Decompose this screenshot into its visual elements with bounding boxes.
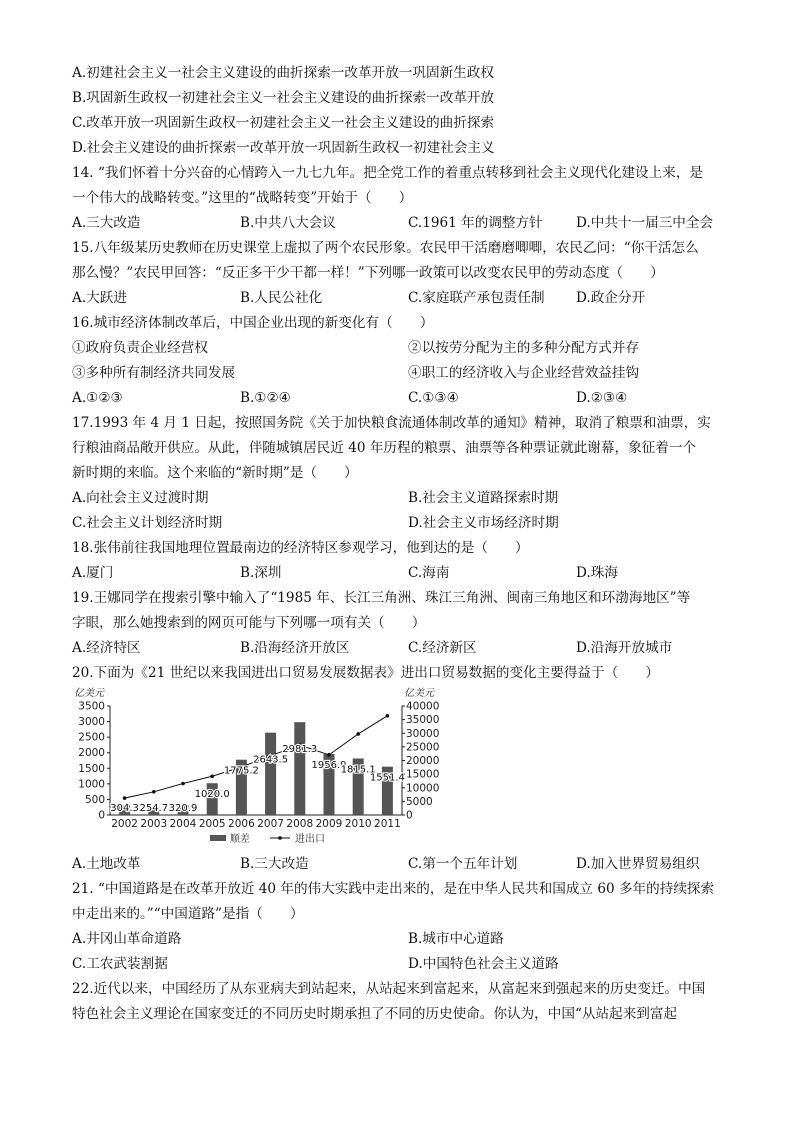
q19-stem-line-2: 字眼，那么她搜索到的网页可能与下列哪一项有关（ ） xyxy=(72,615,426,631)
x-tick-label: 2011 xyxy=(374,818,401,830)
left-tick-label: 1000 xyxy=(78,778,105,791)
q21-option-a: A.井冈山革命道路 xyxy=(72,931,182,947)
trade-total-point xyxy=(356,732,360,736)
right-tick-label: 25000 xyxy=(406,741,440,754)
q17-stem-line-1: 17.1993 年 4 月 1 日起，按照国务院《关于加快粮食流通体制改革的通知》精神，取消了粮票和油票，实 xyxy=(72,415,711,431)
q17-stem-line-3: 新时期的来临。这个来临的“新时期”是（ ） xyxy=(72,465,358,481)
left-tick-label: 3500 xyxy=(78,700,105,713)
bar-data-label: 320.9 xyxy=(168,803,198,814)
q22-stem-line-2: 特色社会主义理论在国家变迁的不同历史时期承担了不同的历史使命。你认为，中国“从站起来到富起 xyxy=(72,1006,678,1022)
q14-option-c: C.1961 年的调整方针 xyxy=(408,215,543,231)
trade-total-point xyxy=(152,790,156,794)
right-tick-label: 20000 xyxy=(406,755,440,767)
q21-stem-line-2: 中走出来的。”“中国道路”是指（ ） xyxy=(72,906,304,922)
q17-option-d: D.社会主义市场经济时期 xyxy=(408,515,559,531)
q16-option-d: D.②③④ xyxy=(576,390,628,406)
q17-stem-line-2: 行粮油商品敞开供应。从此，伴随城镇居民近 40 年历程的粮票、油票等各种票证就此谢幕，象征着一个 xyxy=(72,440,697,456)
q18-stem: 18.张伟前往我国地理位置最南边的经济特区参观学习，他到达的是（ ） xyxy=(72,540,529,556)
q13-option-a: A.初建社会主义一社会主义建设的曲折探索一改革开放一巩固新生政权 xyxy=(72,65,494,81)
q15-stem-line-1: 15.八年级某历史教师在历史课堂上虚拟了两个农民形象。农民甲干活磨磨唧唧，农民乙问：“你干活怎么 xyxy=(72,240,699,256)
surplus-bar xyxy=(294,722,305,815)
x-tick-label: 2006 xyxy=(228,818,255,830)
bar-data-label: 2643.5 xyxy=(253,754,289,766)
q17-option-a: A.向社会主义过渡时期 xyxy=(72,490,209,506)
q19-option-a: A.经济特区 xyxy=(72,640,141,656)
bar-data-label: 304.3 xyxy=(110,803,139,814)
q19-option-b: B.沿海经济开放区 xyxy=(240,640,350,656)
q17-option-b: B.社会主义道路探索时期 xyxy=(408,490,559,506)
q16-item-2: ②以按劳分配为主的多种分配方式并存 xyxy=(408,340,640,356)
q20-option-d: D.加入世界贸易组织 xyxy=(576,856,700,872)
bar-data-label: 1956.9 xyxy=(311,760,347,772)
left-tick-label: 500 xyxy=(84,793,105,806)
left-tick-label: 0 xyxy=(98,809,105,822)
left-tick-label: 3000 xyxy=(78,716,105,729)
surplus-bar xyxy=(265,733,276,815)
q14-stem-line-1: 14. “我们怀着十分兴奋的心情跨入一九七九年。把全党工作的着重点转移到社会主义现代化建设上来，是 xyxy=(72,165,704,181)
q14-stem-line-2: 一个伟大的战略转变。”这里的“战略转变”开始于（ ） xyxy=(72,190,413,206)
q15-option-a: A.大跃进 xyxy=(72,290,127,306)
legend-bar-label: 顺差 xyxy=(230,834,250,845)
bar-data-label: 1815.1 xyxy=(340,764,376,776)
bar-data-label: 2981.3 xyxy=(282,744,318,756)
q18-option-c: C.海南 xyxy=(408,565,450,581)
q18-option-d: D.珠海 xyxy=(576,565,618,581)
left-tick-label: 2500 xyxy=(78,731,105,744)
q15-stem-line-2: 那么慢？”农民甲回答：“反正多干少干都一样！”下列哪一政策可以改变农民甲的劳动态度（ ） xyxy=(72,265,664,281)
q15-option-d: D.政企分开 xyxy=(576,290,646,306)
q19-option-c: C.经济新区 xyxy=(408,640,477,656)
q15-option-b: B.人民公社化 xyxy=(240,290,323,306)
right-tick-label: 40000 xyxy=(406,700,440,713)
right-tick-label: 15000 xyxy=(406,768,440,781)
trade-total-point xyxy=(123,796,127,800)
q21-option-c: C.工农武装割据 xyxy=(72,956,168,972)
q14-option-a: A.三大改造 xyxy=(72,215,141,231)
right-tick-label: 5000 xyxy=(406,795,433,808)
trade-chart-svg xyxy=(72,684,440,850)
q21-stem-line-1: 21. “中国道路是在改革开放近 40 年的伟大实践中走出来的，是在中华人民共和国成立 60 多年的持续探索 xyxy=(72,881,715,897)
q16-item-1: ①政府负责企业经营权 xyxy=(72,340,208,356)
bar-data-label: 1020.0 xyxy=(194,789,230,801)
right-tick-label: 10000 xyxy=(406,782,440,795)
trade-total-point xyxy=(327,753,331,757)
q17-option-c: C.社会主义计划经济时期 xyxy=(72,515,223,531)
q16-item-3: ③多种所有制经济共同发展 xyxy=(72,365,236,381)
q20-stem: 20.下面为《21 世纪以来我国进出口贸易发展数据表》进出口贸易数据的变化主要得益于（ ） xyxy=(72,665,659,681)
q19-option-d: D.沿海开放城市 xyxy=(576,640,673,656)
x-tick-label: 2007 xyxy=(257,818,284,830)
right-tick-label: 30000 xyxy=(406,727,440,740)
q16-item-4: ④职工的经济收入与企业经营效益挂钩 xyxy=(408,365,640,381)
legend-line-label: 进出口 xyxy=(295,834,325,845)
right-tick-label: 0 xyxy=(406,809,413,822)
q20-option-b: B.三大改造 xyxy=(240,856,309,872)
left-tick-label: 2000 xyxy=(78,747,105,760)
legend-bar-swatch xyxy=(210,835,226,841)
x-tick-label: 2003 xyxy=(140,818,168,830)
trade-total-point xyxy=(210,774,214,778)
q14-option-b: B.中共八大会议 xyxy=(240,215,336,231)
q20-option-a: A.土地改革 xyxy=(72,856,141,872)
q20-option-c: C.第一个五年计划 xyxy=(408,856,518,872)
right-tick-label: 35000 xyxy=(406,714,440,727)
x-tick-label: 2008 xyxy=(286,818,314,830)
bar-data-label: 1551.4 xyxy=(369,772,405,784)
trade-chart xyxy=(72,684,440,850)
q15-option-c: C.家庭联产承包责任制 xyxy=(408,290,545,306)
left-tick-label: 1500 xyxy=(78,762,105,775)
trade-total-point xyxy=(386,714,390,718)
q16-option-b: B.①②④ xyxy=(240,390,291,406)
q13-option-c: C.改革开放一巩固新生政权一初建社会主义一社会主义建设的曲折探索 xyxy=(72,115,495,131)
q16-stem: 16.城市经济体制改革后，中国企业出现的新变化有（ ） xyxy=(72,315,434,331)
bar-data-label: 254.7 xyxy=(139,803,169,814)
q19-stem-line-1: 19.王娜同学在搜索引擎中输入了“1985 年、长江三角洲、珠江三角洲、闽南三角地区和环渤海地区”等 xyxy=(72,590,691,606)
right-axis-unit: 亿美元 xyxy=(404,688,434,699)
x-tick-label: 2004 xyxy=(169,818,197,830)
q22-stem-line-1: 22.近代以来，中国经历了从东亚病夫到站起来，从站起来到富起来，从富起来到强起来的历史变迁。中国 xyxy=(72,981,706,997)
q16-option-c: C.①③④ xyxy=(408,390,459,406)
q16-option-a: A.①②③ xyxy=(72,390,123,406)
bar-data-label: 1775.2 xyxy=(223,765,259,777)
left-axis-unit: 亿美元 xyxy=(74,688,104,699)
q21-option-b: B.城市中心道路 xyxy=(408,931,504,947)
q18-option-b: B.深圳 xyxy=(240,565,282,581)
q18-option-a: A.厦门 xyxy=(72,565,114,581)
x-tick-label: 2009 xyxy=(315,818,343,830)
legend-line-marker xyxy=(278,836,282,840)
trade-total-point xyxy=(181,782,185,786)
x-tick-label: 2010 xyxy=(344,818,372,830)
x-tick-label: 2005 xyxy=(198,818,226,830)
q13-option-d: D.社会主义建设的曲折探索一改革开放一巩固新生政权一初建社会主义 xyxy=(72,140,495,156)
q14-option-d: D.中共十一届三中全会 xyxy=(576,215,714,231)
q13-option-b: B.巩固新生政权一初建社会主义一社会主义建设的曲折探索一改革开放 xyxy=(72,90,495,106)
q21-option-d: D.中国特色社会主义道路 xyxy=(408,956,559,972)
x-tick-label: 2002 xyxy=(111,818,138,830)
